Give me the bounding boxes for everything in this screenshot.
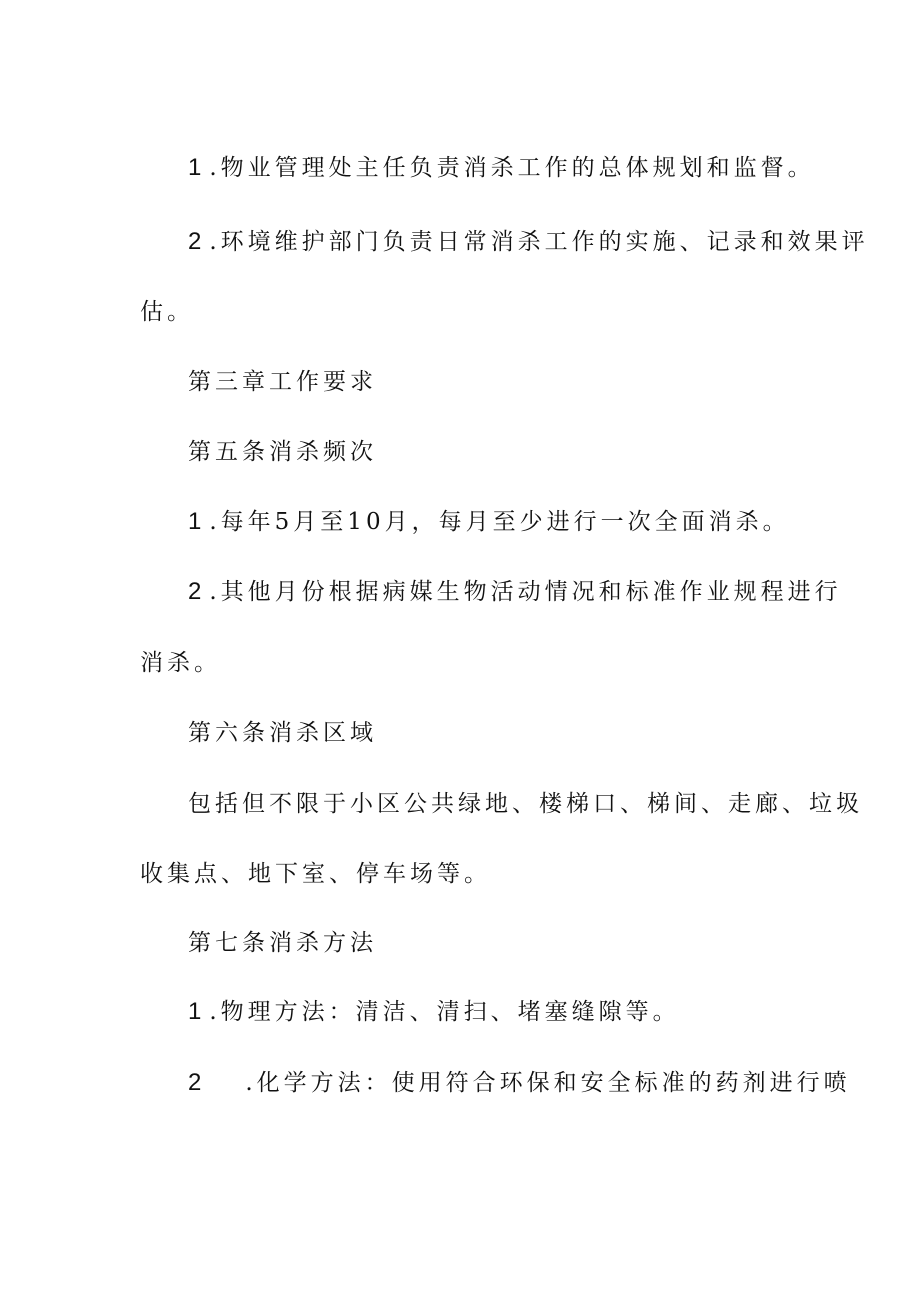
chapter-heading: 第三章工作要求	[188, 369, 377, 395]
article-heading: 第七条消杀方法	[188, 930, 377, 956]
list-item	[188, 997, 680, 1027]
item-text: 化学方法：使用符合环保和安全标准的药剂进行喷	[256, 1070, 851, 1096]
list-item	[188, 153, 815, 183]
paragraph-line: 消杀。	[140, 650, 221, 676]
article-heading: 第六条消杀区域	[188, 720, 377, 746]
item-text: 每年5月至10月，每月至少进行一次全面消杀。	[220, 509, 790, 535]
item-number: 2	[188, 1069, 202, 1096]
item-number: 1	[188, 508, 202, 535]
item-separator: .	[209, 999, 221, 1025]
item-text: 物理方法：清洁、清扫、堵塞缝隙等。	[220, 999, 680, 1025]
list-item	[188, 1068, 851, 1098]
paragraph-line: 估。	[140, 299, 194, 325]
item-number: 2	[188, 578, 202, 605]
paragraph-line: 包括但不限于小区公共绿地、楼梯口、梯间、走廊、垃圾	[188, 791, 863, 817]
list-item	[188, 227, 869, 257]
list-item	[188, 577, 842, 607]
item-text: 环境维护部门负责日常消杀工作的实施、记录和效果评	[220, 229, 869, 255]
item-number: 1	[188, 998, 202, 1025]
item-separator: .	[209, 579, 221, 605]
article-heading: 第五条消杀频次	[188, 439, 377, 465]
item-number: 2	[188, 228, 202, 255]
paragraph-line: 收集点、地下室、停车场等。	[140, 861, 491, 887]
item-text: 物业管理处主任负责消杀工作的总体规划和监督。	[220, 155, 815, 181]
item-separator: .	[209, 155, 221, 181]
item-text: 其他月份根据病媒生物活动情况和标准作业规程进行	[220, 579, 842, 605]
item-number: 1	[188, 154, 202, 181]
item-separator: .	[209, 229, 221, 255]
item-separator: .	[245, 1070, 257, 1096]
list-item	[188, 507, 790, 537]
item-separator: .	[209, 509, 221, 535]
